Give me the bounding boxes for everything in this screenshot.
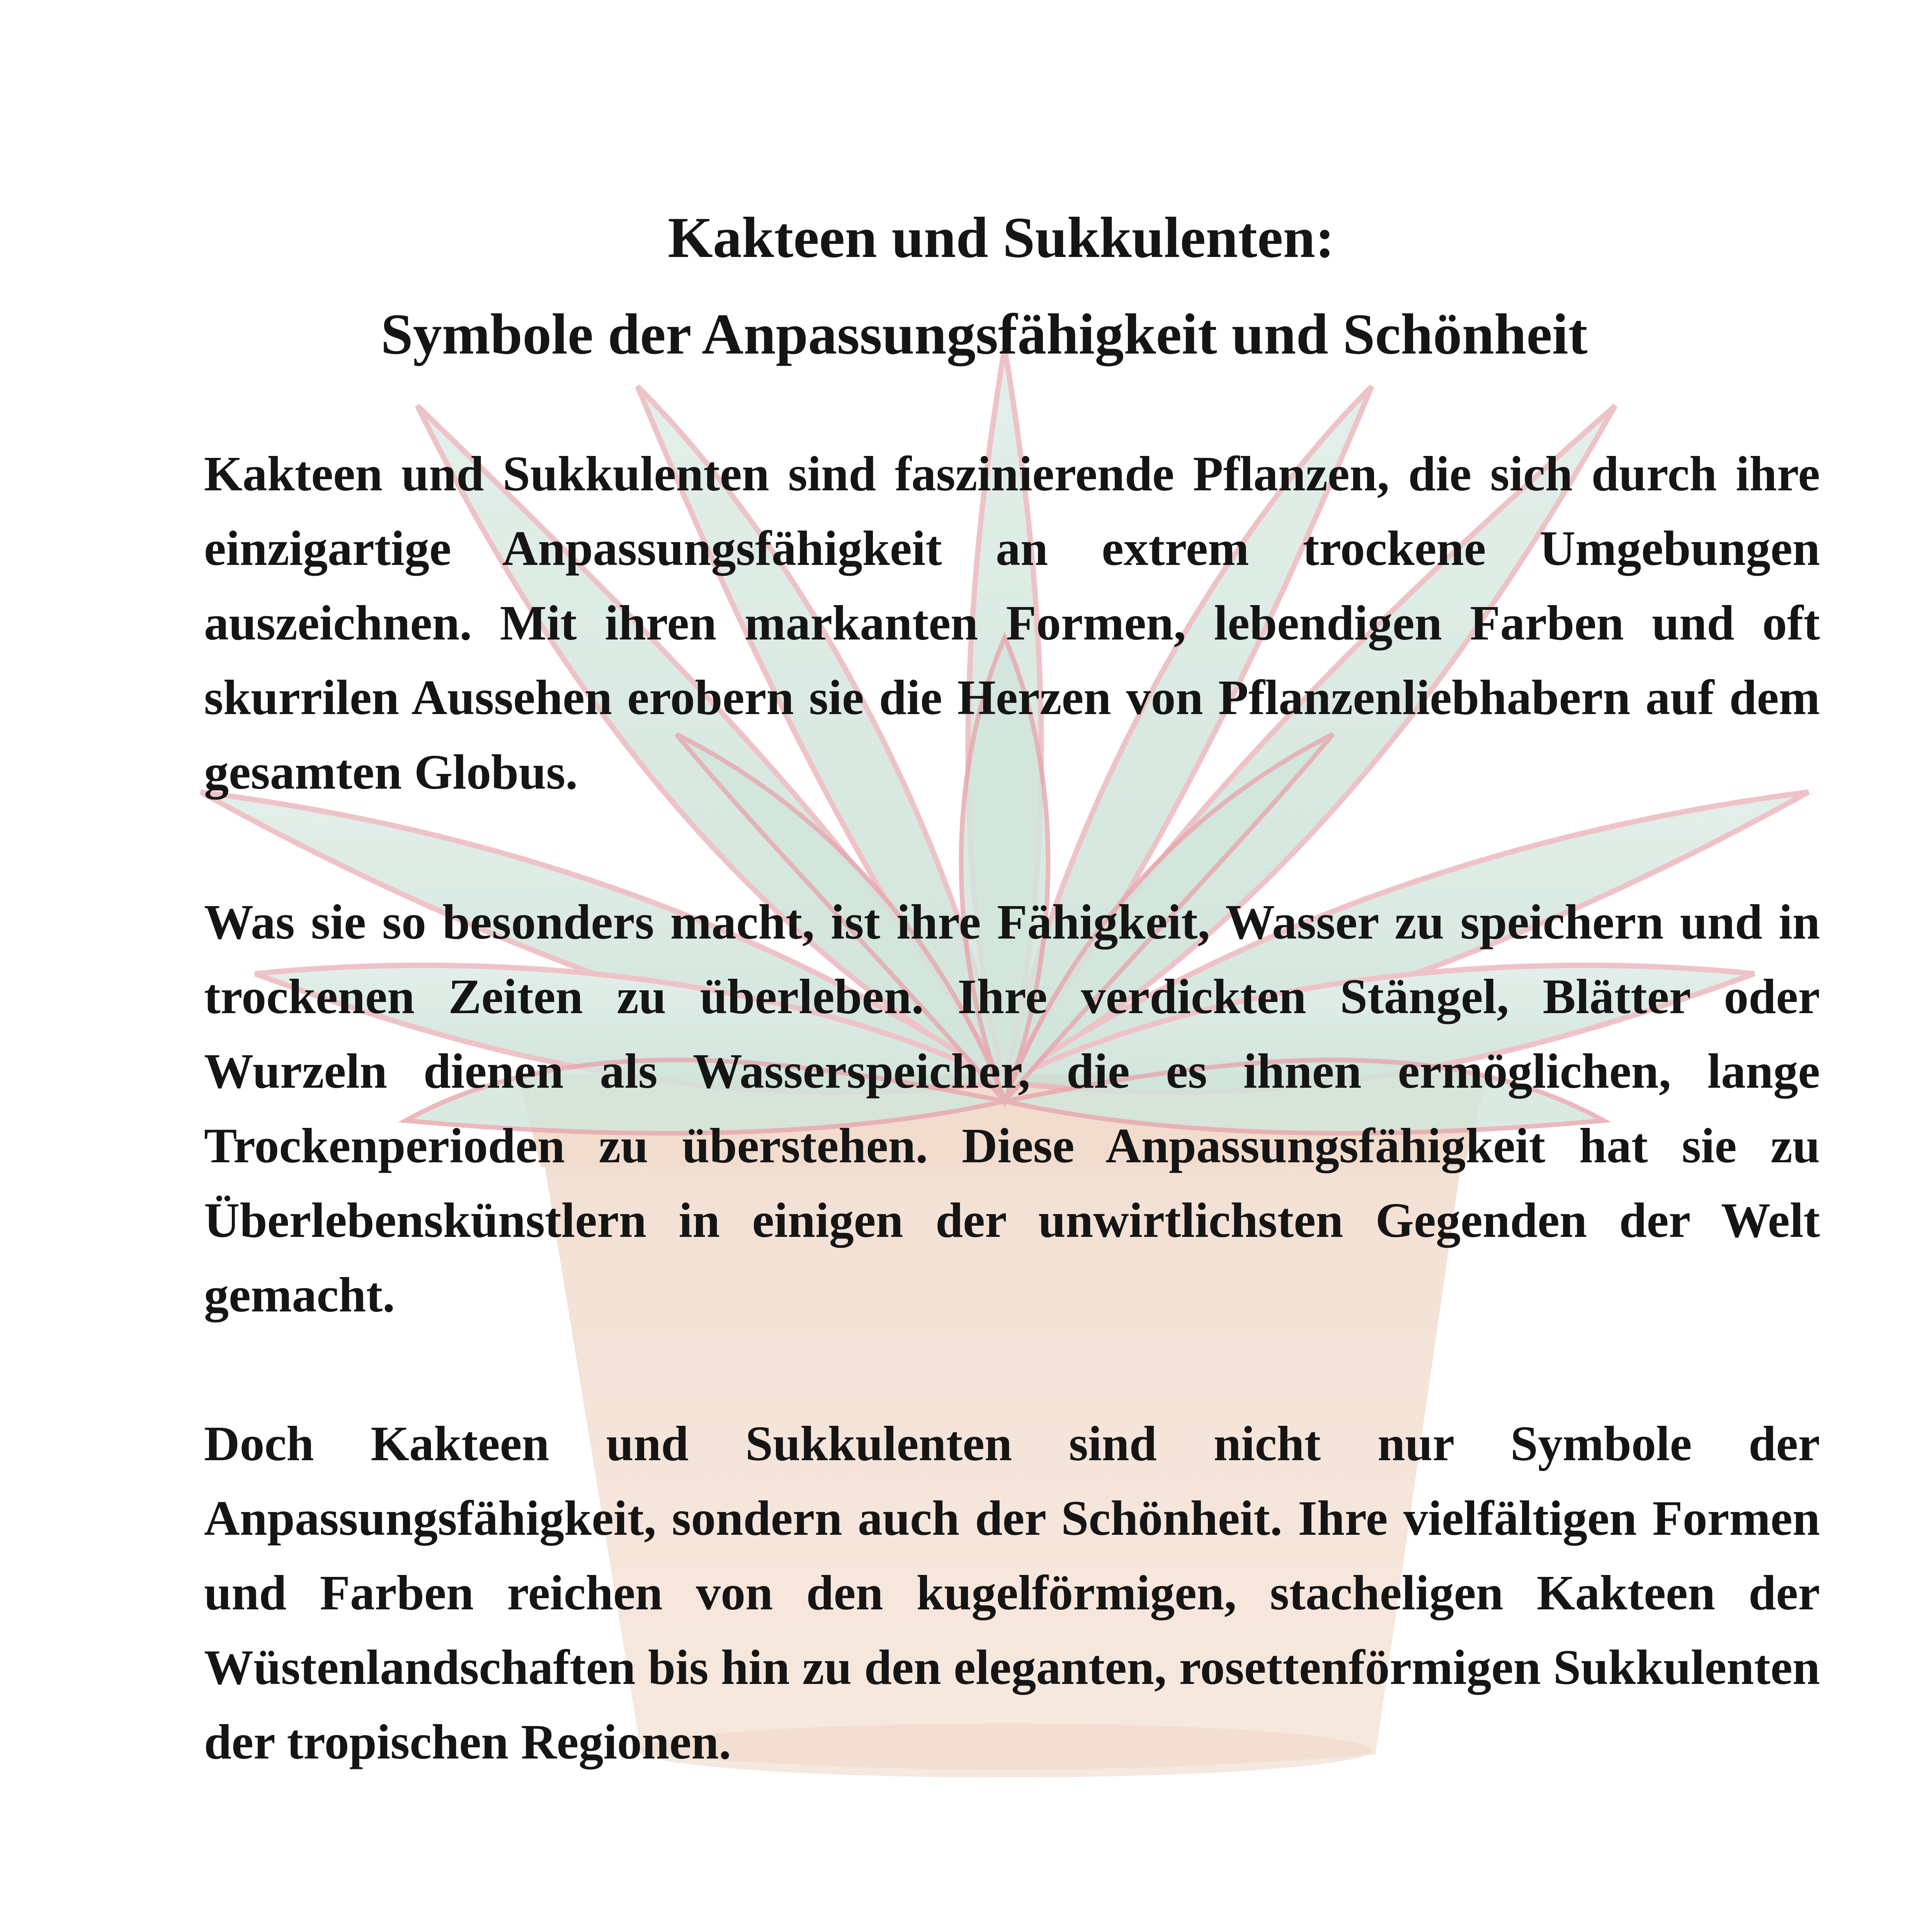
page-title-line-1: Kakteen und Sukkulenten: [668,206,1335,270]
paragraph-beauty: Doch Kakteen und Sukkulenten sind nicht nur Symbole der Anpassungsfähigkeit, sondern auch der Schönheit. Ihre vielfältigen Formen und Farben reichen von den kugelförmigen, stacheligen Kakteen der Wüstenlandschaften bis hin zu den eleganten, rosettenförmigen Sukkulenten der tropischen Regionen. [204,1416,1820,1769]
paragraph-water-storage: Was sie so besonders macht, ist ihre Fähigkeit, Wasser zu speichern und in trockenen Zeiten zu überleben. Ihre verdickten Stängel, Blätter oder Wurzeln dienen als Wasserspeicher, die es ihnen ermöglichen, lange Trockenperioden zu überstehen. Diese Anpassungsfähigkeit hat sie zu Überlebenskünstlern in einigen der unwirtlichsten Gegenden der Welt gemacht. [204,895,1820,1322]
page-title-line-2: Symbole der Anpassungsfähigkeit und Schönheit [381,302,1588,366]
paragraph-intro: Kakteen und Sukkulenten sind faszinierende Pflanzen, die sich durch ihre einzigartige Anpassungsfähigkeit an extrem trockene Umgebungen auszeichnen. Mit ihren markanten Formen, lebendigen Farben und oft skurrilen Aussehen erobern sie die Herzen von Pflanzenliebhabern auf dem gesamten Globus. [204,446,1820,799]
